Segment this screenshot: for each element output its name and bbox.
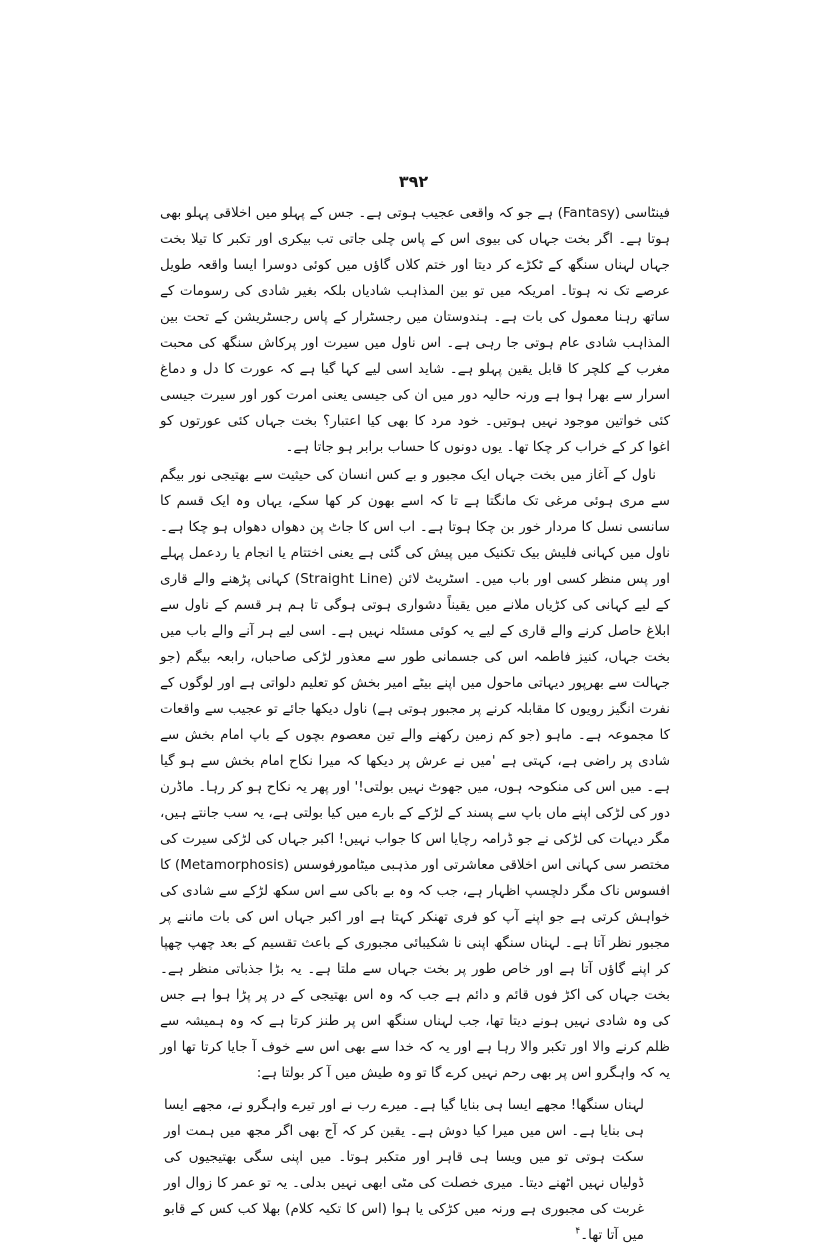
paragraph-1: فینٹاسی (Fantasy) ہے جو کہ واقعی عجیب ہوتی ہے۔ جس کے پہلو میں اخلاقی پہلو بھی ہوتا ہے۔ اگر بخت جہاں کی بیوی اس کے پاس چلی جاتی تب بیکری اور تکبر کا تیلا بخت جہاں لہناں سنگھ کے ٹکڑے کر دیتا اور ختم کلاں گاؤں میں کوئی دوسرا ایسا واقعہ طویل عرصے تک نہ ہوتا۔ امریکہ میں تو بین المذاہب شادیاں بلکہ بغیر شادی کی رسومات کے ساتھ رہنا معمول کی بات ہے۔ ہندوستان میں رجسٹرار کے پاس رجسٹریشن کے تحت بین المذاہب شادی عام ہوتی جا رہی ہے۔ اس ناول میں سیرت اور پرکاش سنگھ کی محبت مغرب کے کلچر کا قابل یقین پہلو ہے۔ شاید اسی لیے کہا گیا ہے کہ عورت کا دل و دماغ اسرار سے بھرا ہوا ہے ورنہ حالیہ دور میں ان کی جیسی یعنی امرت کور اور سیرت جیسی کئی خواتین موجود نہیں ہوتیں۔ خود مرد کا بھی کیا اعتبار؟ بخت جہاں کئی عورتوں کو اغوا کر کے خراب کر چکا تھا۔ یوں دونوں کا حساب برابر ہو جاتا ہے۔ bbox=[160, 205, 670, 455]
footnote-mark: ۴ bbox=[575, 1226, 581, 1237]
body-text bbox=[160, 200, 670, 1248]
block-quote-text: لہناں سنگھا! مجھے ایسا ہی بنایا گیا ہے۔ میرے رب نے اور تیرے واہگرو نے، مجھے ایسا ہی بنایا ہے۔ اس میں میرا کیا دوش ہے۔ یقین کر کہ آج بھی اگر مجھ میں ہمت اور سکت ہوتی تو میں ویسا ہی قاہر اور متکبر ہوتا۔ میں اپنی سگی بھتیجیوں کی ڈولیاں نہیں اٹھنے دیتا۔ میری خصلت کی مٹی ابھی نہیں بدلی۔ یہ تو عمر کا زوال اور غربت کی مجبوری ہے ورنہ میں کڑکی یا ہوا (اس کا تکیہ کلام) بھلا کب کس کے قابو میں آتا تھا۔ bbox=[164, 1097, 644, 1243]
paragraph-2: ناول کے آغاز میں بخت جہاں ایک مجبور و بے کس انسان کی حیثیت سے بھتیجی نور بیگم سے مری ہوئی مرغی تک مانگتا ہے تا کہ اسے بھون کر کھا سکے، یہاں وہ ایک قسم کا سانسی نسل کا مردار خور بن چکا ہوتا ہے۔ اب اس کا جاٹ پن دھواں دھواں ہو چکا ہے۔ ناول میں کہانی فلیش بیک تکنیک میں پیش کی گئی ہے یعنی اختتام یا انجام یا ردعمل پہلے اور پس منظر کسی اور باب میں۔ اسٹریٹ لائن (Straight Line) کہانی پڑھنے والے قاری کے لیے کہانی کی کڑیاں ملانے میں یقیناً دشواری ہوتی ہوگی تا ہم ہر قسم کے ناول سے ابلاغ حاصل کرنے والے قاری کے لیے یہ کوئی مسئلہ نہیں ہے۔ اسی لیے ہر آنے والے باب میں بخت جہاں، کنیز فاطمہ اس کی جسمانی طور سے معذور لڑکی صاحباں، رابعہ بیگم (جو جہالت سے بھرپور دیہاتی ماحول میں اپنے بیٹے امیر بخش کو تعلیم دلواتی ہے اور لوگوں کے نفرت انگیز رویوں کا مقابلہ کرنے پر مجبور ہوتی ہے) ناول دیکھا جائے تو عجیب سے واقعات کا مجموعہ ہے۔ ماہو (جو کم زمین رکھنے والے تین معصوم بچوں کے باپ امام بخش سے شادی پر راضی ہے، کہتی ہے 'میں نے عرش پر دیکھا کہ میرا نکاح امام بخش سے ہو گیا ہے۔ میں اس کی منکوحہ ہوں، میں جھوٹ نہیں بولتی!' اور پھر یہ نکاح ہو کر رہا۔ ماڈرن دور کی لڑکی اپنے ماں باپ سے پسند کے لڑکے کے بارے میں کیا بولتی ہے، یہ سب جانتے ہیں، مگر دیہات کی لڑکی نے جو ڈرامہ رچایا اس کا جواب نہیں! اکبر جہاں کی لڑکی سیرت کی مختصر سی کہانی اس اخلاقی معاشرتی اور مذہبی میٹامورفوسس (Metamorphosis) کا افسوس ناک مگر دلچسپ اظہار ہے، جب کہ وہ بے باکی سے اس سکھ لڑکے سے شادی کی خواہش کرتی ہے جو اپنے آپ کو فری تھنکر کہتا ہے اور اکبر جہاں اس کی بات ماننے پر مجبور نظر آتا ہے۔ لہناں سنگھ اپنی نا شکیبائی مجبوری کے باعث تقسیم کے بعد چھپ چھپا کر اپنے گاؤں آتا ہے اور خاص طور پر بخت جہاں سے ملتا ہے۔ یہ بڑا جذباتی منظر ہے۔ بخت جہاں کی اکڑ فوں قائم و دائم ہے جب کہ وہ اس بھتیجی کے در پر پڑا ہوا ہے جس کی وہ شادی نہیں ہونے دیتا تھا، جب لہناں سنگھ اس پر طنز کرتا ہے کہ وہ ہمیشہ سے ظلم کرنے والا اور تکبر والا رہا ہے اور یہ کہ خدا سے بھی اس سے خوف آ جایا کرتا تھا اور یہ کہ واہگرو اس پر بھی رحم نہیں کرے گا تو وہ طیش میں آ کر بولتا ہے: bbox=[160, 467, 671, 1081]
page-number: ۳۹۲ bbox=[398, 172, 429, 191]
block-quote bbox=[164, 1092, 644, 1248]
